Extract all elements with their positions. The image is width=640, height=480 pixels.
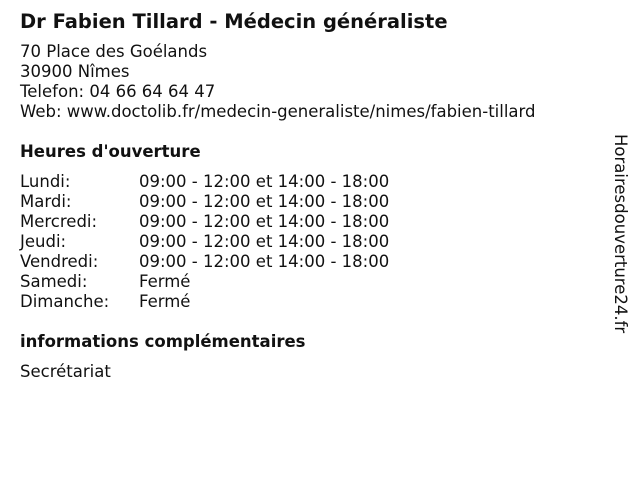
hours-row-vendredi [20,252,600,272]
day-label: Jeudi: [20,232,67,251]
additional-info-heading: informations complémentaires [20,332,306,351]
opening-hours-heading: Heures d'ouverture [20,142,201,161]
hours-row-dimanche [20,292,600,312]
page-title: Dr Fabien Tillard - Médecin généraliste [20,10,448,33]
street-address: 70 Place des Goélands [20,42,208,61]
website-link[interactable]: Web: www.doctolib.fr/medecin-generaliste/nimes/fabien-tillard [20,102,536,121]
city-address: 30900 Nîmes [20,62,130,81]
listing-card [20,10,600,382]
day-label: Mercredi: [20,212,98,231]
hours-row-mercredi [20,212,600,232]
phone-number: Telefon: 04 66 64 64 47 [20,82,216,101]
opening-hours-table [20,172,600,312]
address-block [20,42,600,122]
day-label: Samedi: [20,272,88,291]
hours-row-jeudi [20,232,600,252]
hours-row-lundi [20,172,600,192]
day-label: Vendredi: [20,252,99,271]
time-range: 09:00 - 12:00 et 14:00 - 18:00 [139,232,390,251]
time-range: Fermé [139,272,191,291]
day-label: Mardi: [20,192,72,211]
hours-row-mardi [20,192,600,212]
site-watermark: Horairesdouverture24.fr [611,134,630,334]
day-label: Dimanche: [20,292,110,311]
time-range: 09:00 - 12:00 et 14:00 - 18:00 [139,212,390,231]
time-range: 09:00 - 12:00 et 14:00 - 18:00 [139,252,390,271]
additional-info-text: Secrétariat [20,362,111,381]
hours-row-samedi [20,272,600,292]
time-range: 09:00 - 12:00 et 14:00 - 18:00 [139,192,390,211]
time-range: Fermé [139,292,191,311]
day-label: Lundi: [20,172,71,191]
time-range: 09:00 - 12:00 et 14:00 - 18:00 [139,172,390,191]
